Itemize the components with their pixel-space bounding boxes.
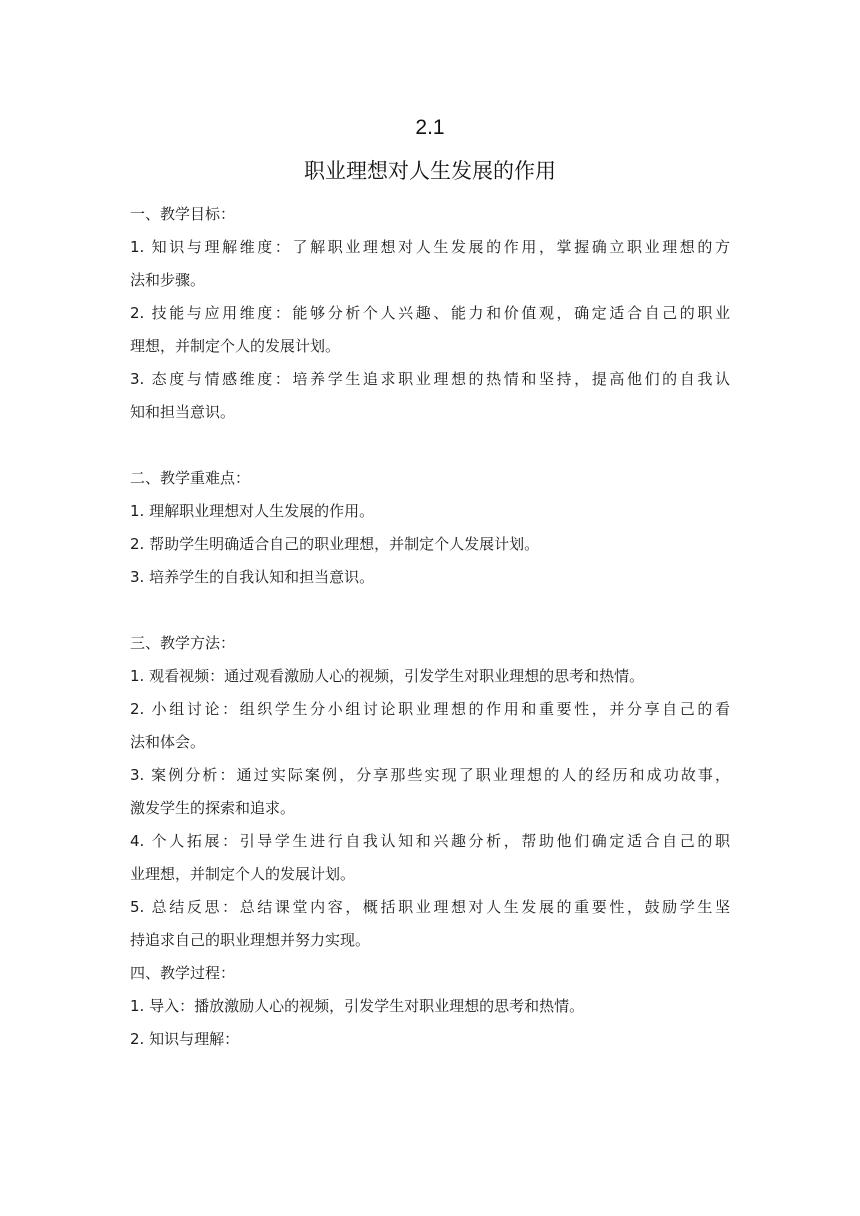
list-item-line: 1. 知识与理解维度：了解职业理想对人生发展的作用，掌握确立职业理想的方 [130, 238, 730, 256]
blank-line [130, 594, 730, 627]
list-item [130, 891, 730, 957]
list-item [130, 693, 730, 759]
page-title: 职业理想对人生发展的作用 [304, 159, 556, 183]
list-item-line: 激发学生的探索和追求。 [130, 799, 296, 817]
list-item [130, 231, 730, 297]
list-item: 3. 培养学生的自我认知和担当意识。 [130, 568, 375, 586]
section-heading-process: 四、教学过程： [130, 964, 236, 982]
list-item-line: 3. 案例分析：通过实际案例，分享那些实现了职业理想的人的经历和成功故事， [130, 766, 730, 784]
list-item [130, 363, 730, 429]
list-item-line: 业理想，并制定个人的发展计划。 [130, 865, 356, 883]
list-item-line: 法和步骤。 [130, 271, 206, 289]
list-item-line: 5. 总结反思：总结课堂内容，概括职业理想对人生发展的重要性，鼓励学生坚 [130, 898, 730, 916]
list-item-line: 2. 技能与应用维度：能够分析个人兴趣、能力和价值观，确定适合自己的职业 [130, 304, 730, 322]
list-item [130, 297, 730, 363]
list-item-line: 2. 小组讨论：组织学生分小组讨论职业理想的作用和重要性，并分享自己的看 [130, 700, 730, 718]
list-item: 2. 知识与理解： [130, 1030, 240, 1048]
list-item [130, 759, 730, 825]
section-number: 2.1 [415, 116, 445, 139]
list-item: 1. 观看视频：通过观看激励人心的视频，引发学生对职业理想的思考和热情。 [130, 667, 645, 685]
list-item-line: 理想，并制定个人的发展计划。 [130, 337, 341, 355]
section-heading-methods: 三、教学方法： [130, 634, 236, 652]
list-item-line: 3. 态度与情感维度：培养学生追求职业理想的热情和坚持，提高他们的自我认 [130, 370, 730, 388]
list-item: 1. 理解职业理想对人生发展的作用。 [130, 502, 375, 520]
blank-line [130, 429, 730, 462]
document-body [130, 198, 730, 1056]
list-item-line: 持追求自己的职业理想并努力实现。 [130, 931, 371, 949]
list-item-line: 知和担当意识。 [130, 403, 236, 421]
list-item [130, 825, 730, 891]
list-item-line: 4. 个人拓展：引导学生进行自我认知和兴趣分析，帮助他们确定适合自己的职 [130, 832, 730, 850]
list-item: 1. 导入：播放激励人心的视频，引发学生对职业理想的思考和热情。 [130, 997, 585, 1015]
list-item: 2. 帮助学生明确适合自己的职业理想，并制定个人发展计划。 [130, 535, 540, 553]
section-heading-key-points: 二、教学重难点： [130, 469, 251, 487]
section-heading-goals: 一、教学目标： [130, 205, 236, 223]
list-item-line: 法和体会。 [130, 733, 206, 751]
